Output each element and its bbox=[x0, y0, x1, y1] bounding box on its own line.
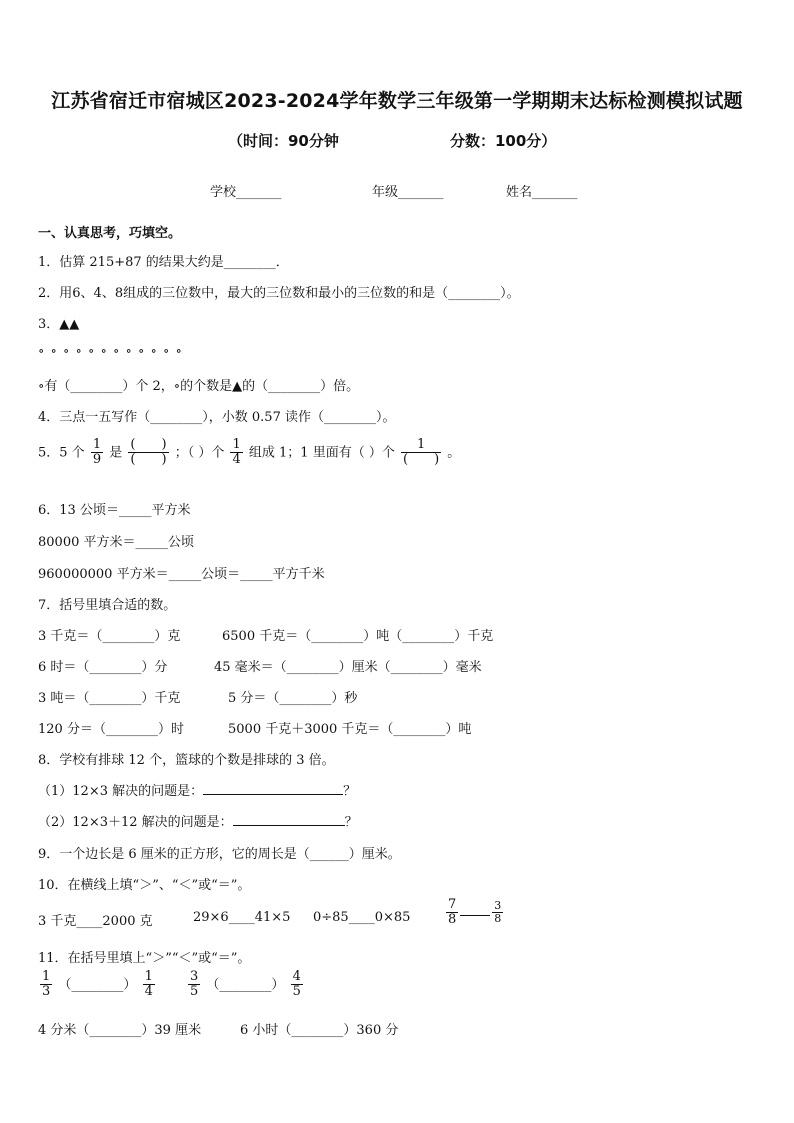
q7-item: 3 千克＝（________）克 bbox=[38, 629, 181, 644]
fraction: $\frac{1}{3}$ bbox=[42, 969, 51, 1000]
page-title: 江苏省宿迁市宿城区2023-2024学年数学三年级第一学期期末达标检测模拟试题 bbox=[51, 90, 743, 112]
question-3-circles: ∘ ∘ ∘ ∘ ∘ ∘ ∘ ∘ ∘ ∘ ∘ ∘ bbox=[38, 344, 183, 359]
fraction-blank: ( ) ( ) bbox=[130, 437, 167, 468]
q7-item: 3 吨＝（________）千克 bbox=[38, 691, 181, 706]
question-5 bbox=[38, 438, 460, 468]
q7-item: 45 毫米＝（________）厘米（________）毫米 bbox=[214, 660, 482, 675]
q10-item: 0÷85____0×85 bbox=[313, 910, 411, 925]
q10-fraction-compare bbox=[444, 898, 505, 928]
q5-text-b: 是 bbox=[109, 445, 123, 461]
question-6-line-3: 960000000 平方米＝_____公顷＝_____平方千米 bbox=[38, 567, 325, 582]
answer-line bbox=[203, 781, 343, 795]
q7-item: 6500 千克＝（________）吨（________）千克 bbox=[222, 629, 494, 644]
q5-text-a: 5．5 个 bbox=[38, 445, 85, 461]
question-8-part-1: （1）12×3 解决的问题是： ？ bbox=[38, 780, 356, 799]
q7-item: 5 分＝（________）秒 bbox=[228, 691, 358, 706]
question-8-part-2: （2）12×3＋12 解决的问题是： ？ bbox=[38, 811, 358, 830]
fraction: $\frac{7}{8}$ bbox=[448, 897, 457, 928]
fraction: $\frac{1}{9}$ bbox=[92, 437, 102, 468]
question-6-line-2: 80000 平方米＝_____公顷 bbox=[38, 535, 194, 550]
question-3-triangles: 3．▲▲ bbox=[38, 317, 80, 332]
school-field: 学校_______ bbox=[210, 185, 282, 200]
q11-fraction-compare-1: $\frac{1}{3}$ （________） $\frac{1}{4}$ bbox=[42, 969, 153, 1000]
fraction-blank: 1 ( ) bbox=[403, 437, 440, 468]
q10-item: 3 千克____2000 克 bbox=[38, 914, 153, 929]
question-9: 9．一个边长是 6 厘米的正方形，它的周长是（______）厘米。 bbox=[38, 847, 401, 862]
q7-item: 5000 千克＋3000 千克＝（________）吨 bbox=[228, 722, 472, 737]
fraction: $\frac{3}{8}$ bbox=[494, 899, 502, 926]
exam-time: （时间：90分钟 bbox=[228, 132, 339, 150]
q10-item: 29×6____41×5 bbox=[193, 910, 291, 925]
fraction: $\frac{1}{4}$ bbox=[144, 969, 153, 1000]
fraction: $\frac{4}{5}$ bbox=[292, 969, 301, 1000]
question-8-heading: 8．学校有排球 12 个，篮球的个数是排球的 3 倍。 bbox=[38, 753, 335, 768]
grade-field: 年级_______ bbox=[372, 185, 444, 200]
fraction: $\frac{3}{5}$ bbox=[190, 969, 199, 1000]
answer-line bbox=[233, 812, 345, 826]
name-field: 姓名_______ bbox=[506, 185, 578, 200]
question-2: 2．用6、4、8组成的三位数中，最大的三位数和最小的三位数的和是（________）。 bbox=[38, 286, 520, 301]
q11-item: 4 分米（________）39 厘米 bbox=[38, 1023, 202, 1038]
q5-text-e: 。 bbox=[447, 445, 461, 461]
q5-text-c: ；（ ）个 bbox=[174, 445, 225, 461]
question-6-line-1: 6．13 公顷＝_____平方米 bbox=[38, 503, 191, 518]
question-4: 4．三点一五写作（________），小数 0.57 读作（________）。 bbox=[38, 410, 396, 425]
answer-line bbox=[460, 902, 490, 916]
question-1: 1．估算 215+87 的结果大约是________． bbox=[38, 255, 289, 270]
q7-item: 6 时＝（________）分 bbox=[38, 660, 168, 675]
question-11-heading: 11．在括号里填上“＞”“＜”或“＝”。 bbox=[38, 951, 251, 966]
q5-text-d: 组成 1；1 里面有（ ）个 bbox=[248, 445, 395, 461]
question-7-heading: 7．括号里填合适的数。 bbox=[38, 598, 177, 613]
q7-item: 120 分＝（________）时 bbox=[38, 722, 184, 737]
question-10-heading: 10．在横线上填“＞”、“＜”或“＝”。 bbox=[38, 878, 251, 893]
q11-fraction-compare-2: $\frac{3}{5}$ （________） $\frac{4}{5}$ bbox=[190, 969, 301, 1000]
fraction: $\frac{1}{4}$ bbox=[232, 437, 241, 468]
exam-score: 分数：100分） bbox=[450, 132, 557, 150]
question-3-text: ∘有（________）个 2，∘的个数是▲的（________）倍。 bbox=[38, 379, 360, 394]
section-heading: 一、认真思考，巧填空。 bbox=[38, 226, 182, 241]
q11-item: 6 小时（________）360 分 bbox=[240, 1023, 399, 1038]
